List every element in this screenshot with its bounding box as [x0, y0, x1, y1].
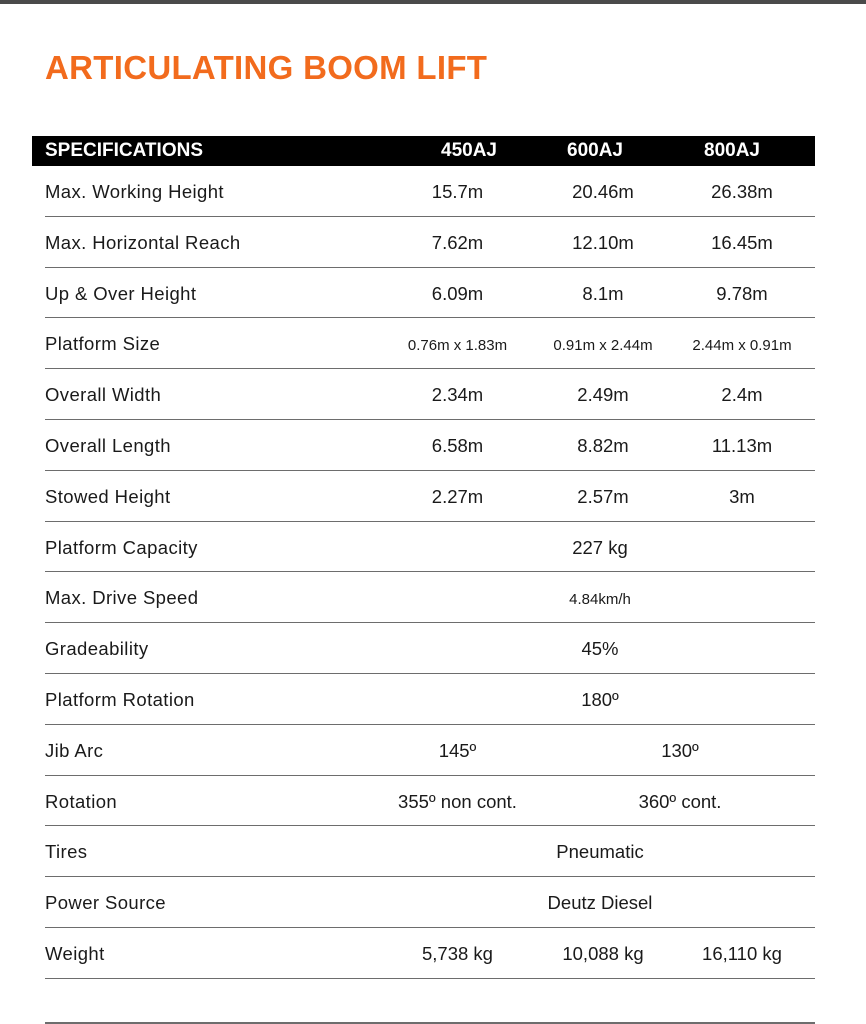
row-label: Max. Drive Speed [45, 587, 199, 609]
table-header [32, 136, 815, 166]
top-border [0, 0, 866, 4]
row-label: Rotation [45, 790, 118, 812]
table-row [45, 268, 815, 319]
value-600aj-800aj: 130º [661, 739, 699, 761]
value-all-models: Deutz Diesel [547, 892, 653, 914]
value-600aj: 8.82m [577, 434, 629, 456]
value-600aj: 2.49m [577, 384, 629, 406]
value-450aj: 355º non cont. [398, 790, 517, 812]
table-row [45, 471, 815, 522]
value-800aj: 16,110 kg [702, 942, 782, 964]
table-row [45, 928, 815, 979]
value-600aj-800aj: 360º cont. [638, 790, 722, 812]
table-row [45, 369, 815, 420]
value-600aj: 20.46m [572, 181, 634, 202]
row-label: Overall Width [45, 384, 162, 406]
value-450aj: 6.58m [431, 434, 484, 456]
value-600aj: 8.1m [582, 282, 624, 304]
table-row [45, 572, 815, 623]
value-800aj: 2.44m x 0.91m [692, 337, 792, 355]
row-label: Stowed Height [45, 485, 171, 507]
row-label: Platform Size [45, 333, 161, 355]
row-label: Weight [45, 942, 105, 964]
value-all-models: 45% [581, 638, 619, 660]
table-row [45, 318, 815, 369]
value-450aj: 6.09m [431, 282, 484, 304]
row-label: Jib Arc [45, 739, 104, 761]
page-title: ARTICULATING BOOM LIFT [45, 49, 488, 86]
row-label: Platform Capacity [45, 536, 198, 558]
value-450aj: 7.62m [431, 231, 484, 253]
value-all-models: 227 kg [572, 536, 628, 558]
table-row [45, 420, 815, 471]
table-row [45, 522, 815, 573]
value-450aj: 15.7m [431, 181, 484, 202]
value-600aj: 0.91m x 2.44m [553, 337, 653, 355]
row-label: Max. Working Height [45, 181, 224, 202]
value-600aj: 2.57m [577, 485, 629, 507]
table-row [45, 877, 815, 928]
row-label: Power Source [45, 892, 166, 914]
specifications-table [32, 136, 815, 979]
value-450aj: 2.27m [431, 485, 484, 507]
table-row [45, 674, 815, 725]
table-row [45, 623, 815, 674]
value-all-models: Pneumatic [556, 841, 644, 863]
bottom-divider [45, 1022, 815, 1024]
value-800aj: 26.38m [711, 181, 773, 202]
header-model-450aj: 450AJ [441, 140, 497, 161]
value-600aj: 10,088 kg [562, 942, 644, 964]
value-all-models: 4.84km/h [569, 591, 631, 609]
row-label: Tires [45, 841, 88, 863]
header-specifications: SPECIFICATIONS [45, 140, 203, 161]
table-row [45, 826, 815, 877]
table-row [45, 776, 815, 827]
header-model-800aj: 800AJ [704, 140, 760, 161]
value-all-models: 180º [581, 688, 619, 710]
row-label: Up & Over Height [45, 282, 197, 304]
table-row [45, 725, 815, 776]
value-800aj: 3m [729, 485, 755, 507]
value-450aj: 0.76m x 1.83m [407, 337, 508, 355]
value-450aj: 145º [438, 739, 477, 761]
table-row [45, 217, 815, 268]
value-800aj: 9.78m [716, 282, 768, 304]
value-450aj: 2.34m [431, 384, 484, 406]
value-800aj: 2.4m [721, 384, 763, 406]
row-label: Max. Horizontal Reach [45, 231, 241, 253]
row-label: Gradeability [45, 638, 149, 660]
table-row [45, 166, 815, 217]
value-450aj: 5,738 kg [422, 942, 493, 964]
header-model-600aj: 600AJ [567, 140, 623, 161]
value-800aj: 16.45m [711, 231, 773, 253]
value-800aj: 11.13m [711, 434, 773, 456]
row-label: Platform Rotation [45, 688, 195, 710]
row-label: Overall Length [45, 434, 171, 456]
value-600aj: 12.10m [572, 231, 634, 253]
